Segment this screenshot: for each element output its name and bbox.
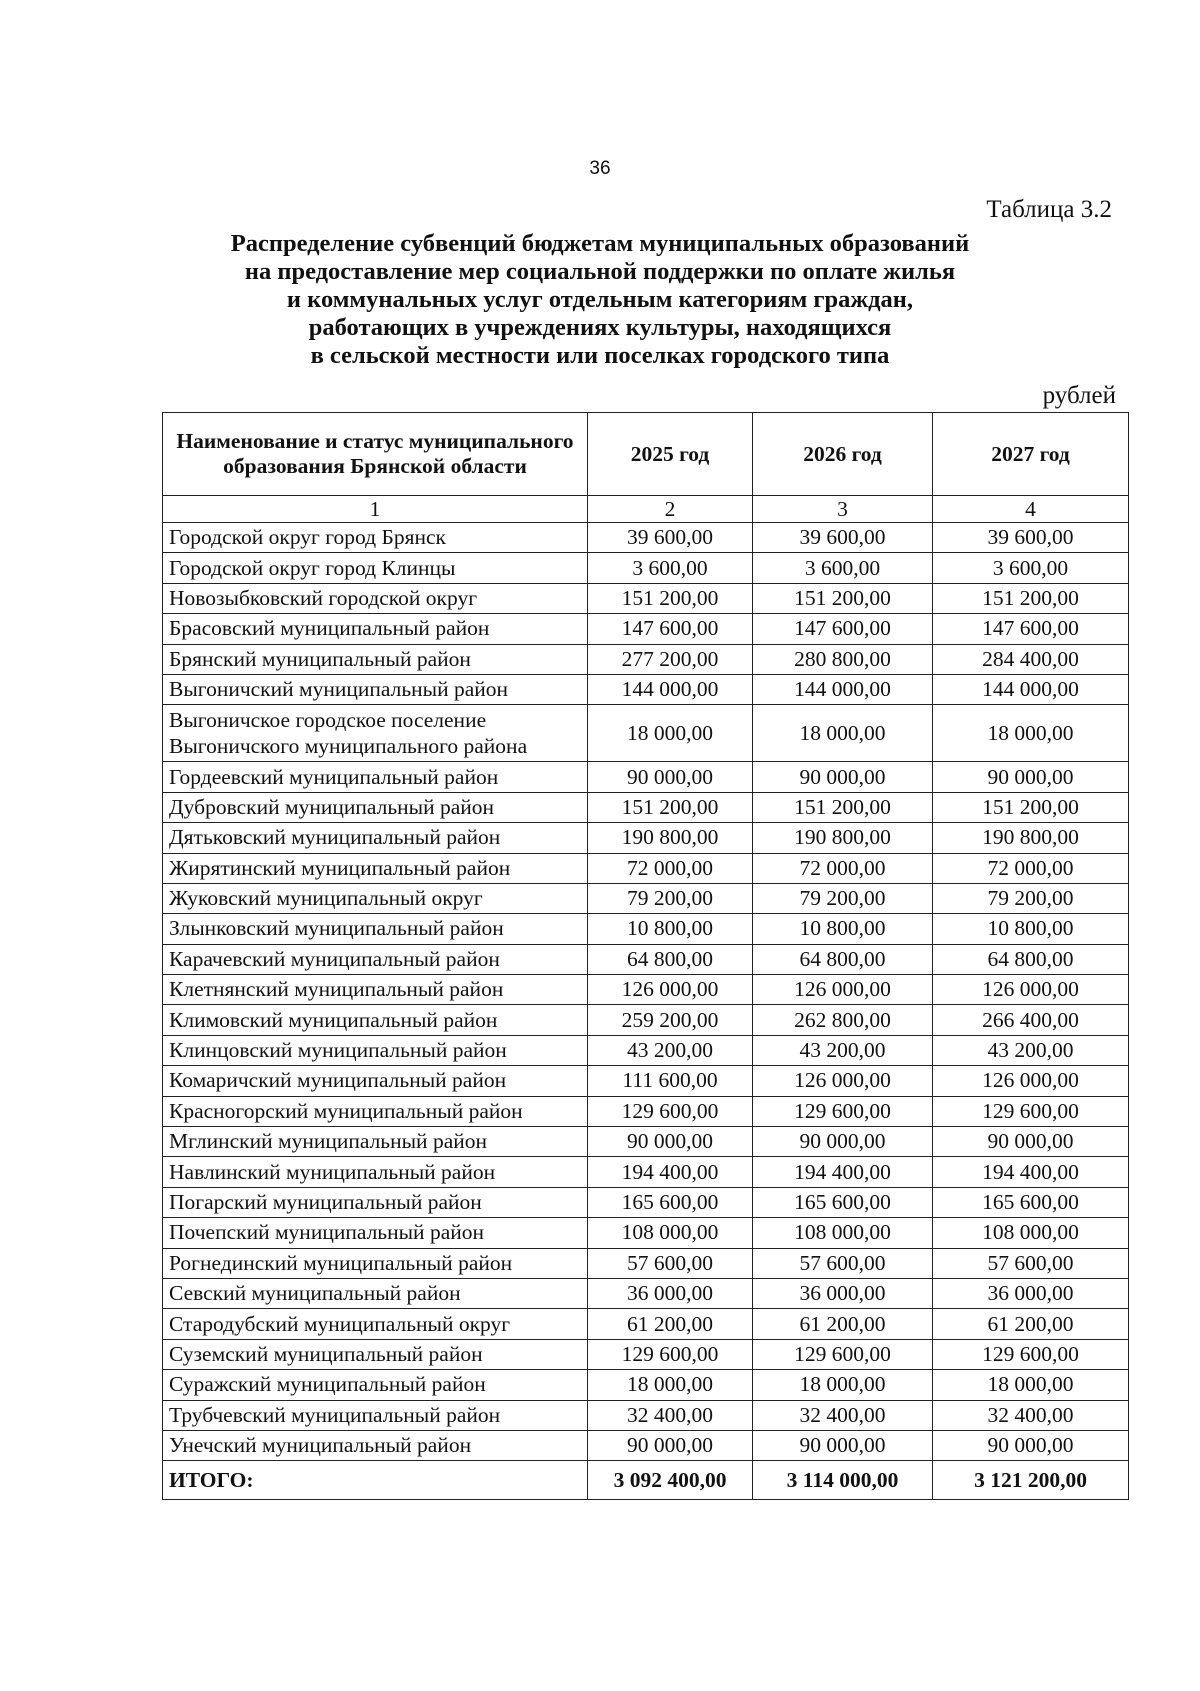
cell-2027: 79 200,00 (933, 883, 1129, 913)
row-name: Трубчевский муниципальный район (163, 1400, 588, 1430)
cell-2026: 90 000,00 (753, 762, 933, 792)
cell-2027: 32 400,00 (933, 1400, 1129, 1430)
cell-2027: 90 000,00 (933, 1430, 1129, 1460)
row-name: Карачевский муниципальный район (163, 944, 588, 974)
cell-2025: 190 800,00 (588, 823, 753, 853)
cell-2026: 280 800,00 (753, 644, 933, 674)
total-row (163, 1461, 1129, 1500)
row-name: Жирятинский муниципальный район (163, 853, 588, 883)
row-name: Клинцовский муниципальный район (163, 1035, 588, 1065)
row-name: Клетнянский муниципальный район (163, 975, 588, 1005)
row-name: Почепский муниципальный район (163, 1218, 588, 1248)
row-name: Городской округ город Клинцы (163, 553, 588, 583)
cell-2025: 61 200,00 (588, 1309, 753, 1339)
row-name: Дятьковский муниципальный район (163, 823, 588, 853)
table-row (163, 1218, 1129, 1248)
cell-2025: 43 200,00 (588, 1035, 753, 1065)
cell-2027: 165 600,00 (933, 1187, 1129, 1217)
unit-label: рублей (1042, 382, 1116, 409)
cell-2027: 3 600,00 (933, 553, 1129, 583)
table-title (150, 230, 1050, 370)
cell-2026: 165 600,00 (753, 1187, 933, 1217)
cell-2026: 3 600,00 (753, 553, 933, 583)
cell-2027: 147 600,00 (933, 614, 1129, 644)
cell-2026: 90 000,00 (753, 1430, 933, 1460)
cell-2027: 18 000,00 (933, 705, 1129, 762)
row-name: Выгоничский муниципальный район (163, 674, 588, 704)
cell-2027: 36 000,00 (933, 1278, 1129, 1308)
total-label: ИТОГО: (163, 1461, 588, 1500)
row-name: Городской округ город Брянск (163, 523, 588, 553)
cell-2027: 43 200,00 (933, 1035, 1129, 1065)
title-line: работающих в учреждениях культуры, находящихся (308, 314, 892, 341)
table-row (163, 1157, 1129, 1187)
cell-2027: 266 400,00 (933, 1005, 1129, 1035)
cell-2025: 151 200,00 (588, 792, 753, 822)
header-row (163, 413, 1129, 496)
column-number: 2 (588, 496, 753, 523)
table-row (163, 1400, 1129, 1430)
cell-2027: 57 600,00 (933, 1248, 1129, 1278)
row-name: Севский муниципальный район (163, 1278, 588, 1308)
cell-2027: 126 000,00 (933, 975, 1129, 1005)
table-row (163, 674, 1129, 704)
cell-2025: 57 600,00 (588, 1248, 753, 1278)
row-name: Новозыбковский городской округ (163, 583, 588, 613)
cell-2026: 57 600,00 (753, 1248, 933, 1278)
cell-2025: 18 000,00 (588, 1370, 753, 1400)
table-row (163, 1066, 1129, 1096)
cell-2027: 39 600,00 (933, 523, 1129, 553)
cell-2025: 90 000,00 (588, 1127, 753, 1157)
cell-2025: 3 600,00 (588, 553, 753, 583)
cell-2025: 108 000,00 (588, 1218, 753, 1248)
cell-2027: 72 000,00 (933, 853, 1129, 883)
cell-2025: 151 200,00 (588, 583, 753, 613)
table-row (163, 975, 1129, 1005)
table-row (163, 1430, 1129, 1460)
table-row (163, 614, 1129, 644)
row-name: Рогнединский муниципальный район (163, 1248, 588, 1278)
cell-2027: 129 600,00 (933, 1339, 1129, 1369)
table-row (163, 523, 1129, 553)
cell-2027: 90 000,00 (933, 762, 1129, 792)
row-name: Навлинский муниципальный район (163, 1157, 588, 1187)
cell-2027: 18 000,00 (933, 1370, 1129, 1400)
cell-2027: 194 400,00 (933, 1157, 1129, 1187)
row-name: Дубровский муниципальный район (163, 792, 588, 822)
cell-2026: 32 400,00 (753, 1400, 933, 1430)
cell-2025: 129 600,00 (588, 1339, 753, 1369)
cell-2026: 43 200,00 (753, 1035, 933, 1065)
cell-2025: 277 200,00 (588, 644, 753, 674)
table-row (163, 853, 1129, 883)
table-row (163, 1005, 1129, 1035)
cell-2026: 108 000,00 (753, 1218, 933, 1248)
cell-2025: 36 000,00 (588, 1278, 753, 1308)
table-row (163, 644, 1129, 674)
row-name: Мглинский муниципальный район (163, 1127, 588, 1157)
cell-2025: 259 200,00 (588, 1005, 753, 1035)
table-row (163, 583, 1129, 613)
column-number: 1 (163, 496, 588, 523)
cell-2025: 18 000,00 (588, 705, 753, 762)
cell-2026: 72 000,00 (753, 853, 933, 883)
row-name: Красногорский муниципальный район (163, 1096, 588, 1126)
cell-2026: 151 200,00 (753, 583, 933, 613)
cell-2027: 190 800,00 (933, 823, 1129, 853)
cell-2027: 144 000,00 (933, 674, 1129, 704)
cell-2025: 10 800,00 (588, 914, 753, 944)
table-row (163, 762, 1129, 792)
table-row (163, 705, 1129, 762)
cell-2025: 79 200,00 (588, 883, 753, 913)
table-row (163, 823, 1129, 853)
cell-2026: 151 200,00 (753, 792, 933, 822)
cell-2025: 165 600,00 (588, 1187, 753, 1217)
table-row (163, 1309, 1129, 1339)
table-row (163, 553, 1129, 583)
title-line: на предоставление мер социальной поддержки по оплате жилья (244, 258, 956, 285)
cell-2026: 36 000,00 (753, 1278, 933, 1308)
cell-2026: 129 600,00 (753, 1096, 933, 1126)
cell-2027: 10 800,00 (933, 914, 1129, 944)
cell-2026: 90 000,00 (753, 1127, 933, 1157)
cell-2026: 126 000,00 (753, 975, 933, 1005)
table-row (163, 1035, 1129, 1065)
cell-2025: 147 600,00 (588, 614, 753, 644)
cell-2026: 10 800,00 (753, 914, 933, 944)
cell-2027: 151 200,00 (933, 583, 1129, 613)
cell-2027: 126 000,00 (933, 1066, 1129, 1096)
row-name: Суражский муниципальный район (163, 1370, 588, 1400)
cell-2025: 194 400,00 (588, 1157, 753, 1187)
table-row (163, 883, 1129, 913)
cell-2027: 90 000,00 (933, 1127, 1129, 1157)
cell-2025: 64 800,00 (588, 944, 753, 974)
cell-2026: 190 800,00 (753, 823, 933, 853)
row-name: Суземский муниципальный район (163, 1339, 588, 1369)
cell-2026: 194 400,00 (753, 1157, 933, 1187)
cell-2025: 111 600,00 (588, 1066, 753, 1096)
cell-2026: 129 600,00 (753, 1339, 933, 1369)
total-2026: 3 114 000,00 (753, 1461, 933, 1500)
cell-2025: 90 000,00 (588, 1430, 753, 1460)
cell-2026: 147 600,00 (753, 614, 933, 644)
cell-2025: 144 000,00 (588, 674, 753, 704)
row-name: Погарский муниципальный район (163, 1187, 588, 1217)
cell-2026: 126 000,00 (753, 1066, 933, 1096)
row-name: Комаричский муниципальный район (163, 1066, 588, 1096)
title-line: Распределение субвенций бюджетам муниципальных образований (230, 230, 970, 257)
table-row (163, 792, 1129, 822)
cell-2026: 64 800,00 (753, 944, 933, 974)
table-row (163, 1339, 1129, 1369)
column-number: 4 (933, 496, 1129, 523)
table-row (163, 1248, 1129, 1278)
header-2026: 2026 год (753, 413, 933, 496)
cell-2025: 39 600,00 (588, 523, 753, 553)
table-row (163, 1096, 1129, 1126)
total-2027: 3 121 200,00 (933, 1461, 1129, 1500)
row-name: Стародубский муниципальный округ (163, 1309, 588, 1339)
cell-2026: 18 000,00 (753, 705, 933, 762)
row-name: Жуковский муниципальный округ (163, 883, 588, 913)
subsidy-table (162, 412, 1129, 1500)
row-name: Выгоничское городское поселение Выгоничского муниципального района (163, 705, 588, 762)
cell-2025: 126 000,00 (588, 975, 753, 1005)
total-2025: 3 092 400,00 (588, 1461, 753, 1500)
table-row (163, 1187, 1129, 1217)
table-row (163, 944, 1129, 974)
title-line: в сельской местности или поселках городского типа (310, 342, 890, 369)
column-number-row (163, 496, 1129, 523)
table-row (163, 1127, 1129, 1157)
cell-2027: 61 200,00 (933, 1309, 1129, 1339)
cell-2026: 262 800,00 (753, 1005, 933, 1035)
header-2027: 2027 год (933, 413, 1129, 496)
page-number: 36 (589, 158, 611, 179)
cell-2025: 72 000,00 (588, 853, 753, 883)
table-row (163, 1278, 1129, 1308)
header-2025: 2025 год (588, 413, 753, 496)
table-body (163, 523, 1129, 1461)
cell-2026: 18 000,00 (753, 1370, 933, 1400)
header-name: Наименование и статус муниципального образования Брянской области (163, 413, 588, 496)
row-name: Брянский муниципальный район (163, 644, 588, 674)
cell-2025: 129 600,00 (588, 1096, 753, 1126)
cell-2027: 284 400,00 (933, 644, 1129, 674)
cell-2027: 108 000,00 (933, 1218, 1129, 1248)
cell-2027: 64 800,00 (933, 944, 1129, 974)
row-name: Унечский муниципальный район (163, 1430, 588, 1460)
row-name: Брасовский муниципальный район (163, 614, 588, 644)
cell-2027: 151 200,00 (933, 792, 1129, 822)
row-name: Климовский муниципальный район (163, 1005, 588, 1035)
column-number: 3 (753, 496, 933, 523)
table-row (163, 1370, 1129, 1400)
table-row (163, 914, 1129, 944)
row-name: Гордеевский муниципальный район (163, 762, 588, 792)
cell-2026: 144 000,00 (753, 674, 933, 704)
cell-2026: 61 200,00 (753, 1309, 933, 1339)
cell-2025: 90 000,00 (588, 762, 753, 792)
table-label: Таблица 3.2 (986, 196, 1112, 223)
title-line: и коммунальных услуг отдельным категориям граждан, (286, 286, 914, 313)
cell-2026: 79 200,00 (753, 883, 933, 913)
row-name: Злынковский муниципальный район (163, 914, 588, 944)
cell-2027: 129 600,00 (933, 1096, 1129, 1126)
cell-2026: 39 600,00 (753, 523, 933, 553)
cell-2025: 32 400,00 (588, 1400, 753, 1430)
